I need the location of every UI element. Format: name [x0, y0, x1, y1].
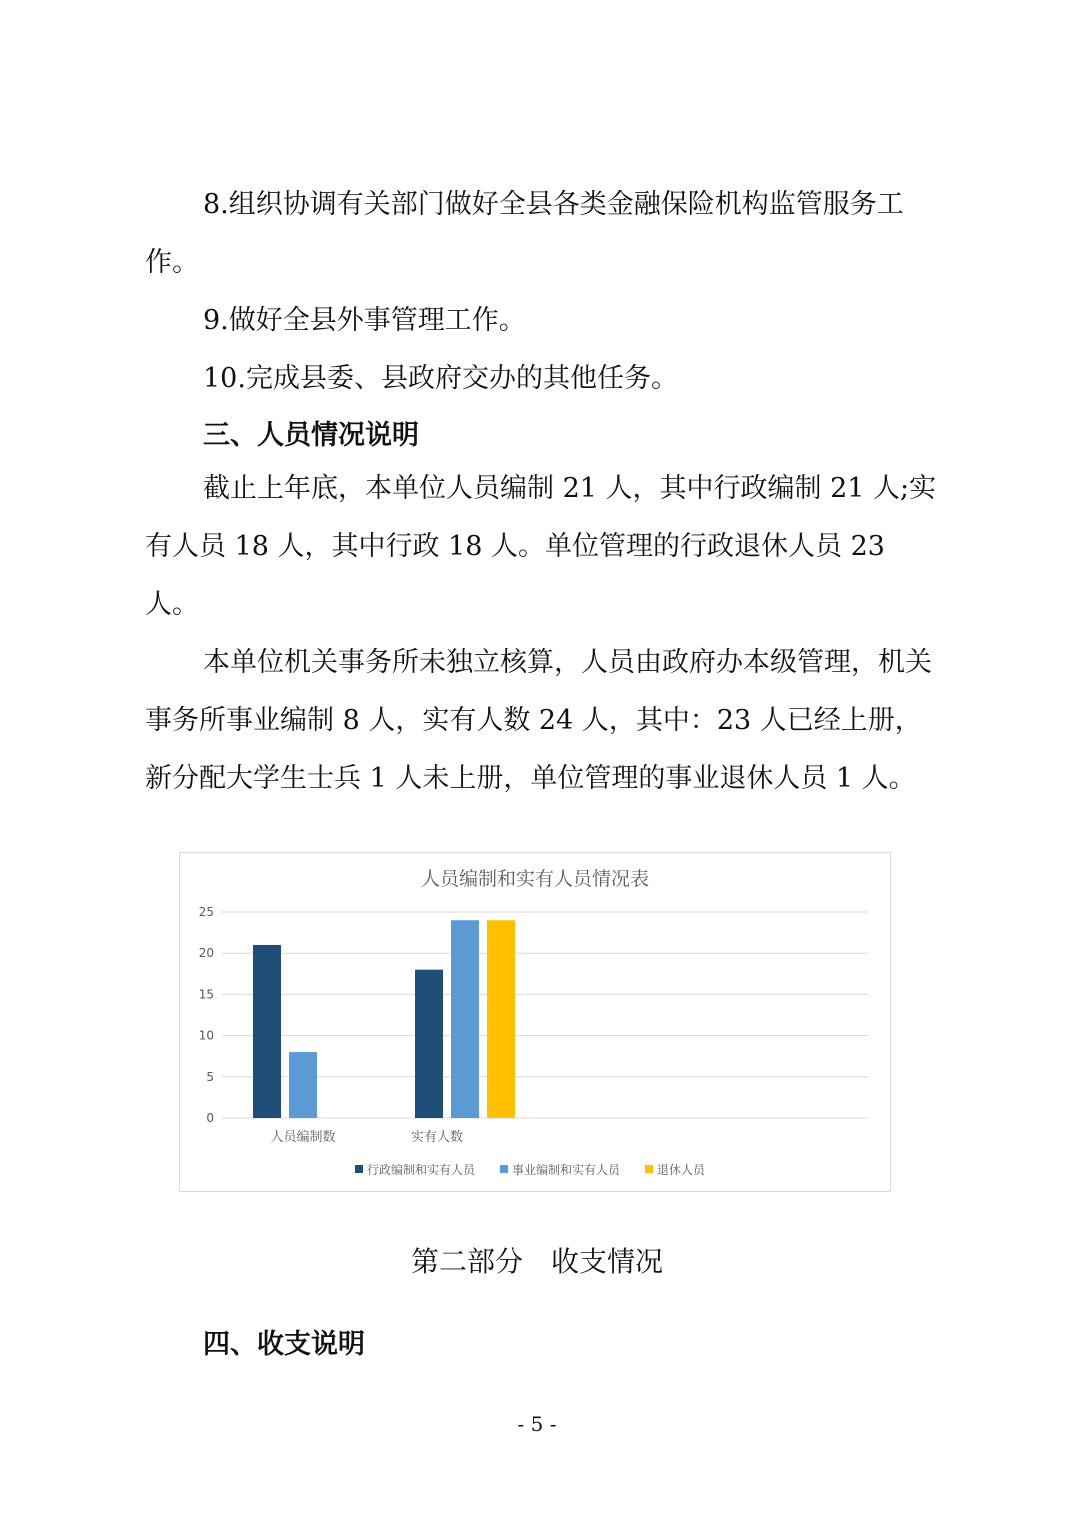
legend-swatch — [645, 1165, 653, 1173]
chart-title: 人员编制和实有人员情况表 — [420, 868, 650, 890]
legend-label: 退休人员 — [657, 1163, 706, 1177]
paragraph-item-8: 8.组织协调有关部门做好全县各类金融保险机构监管服务工作。 — [145, 189, 904, 278]
heading-staff: 三、人员情况说明 — [203, 420, 419, 451]
legend-label: 事业编制和实有人员 — [512, 1163, 621, 1177]
paragraph-staff-2: 本单位机关事务所未独立核算，人员由政府办本级管理，机关事务所事业编制 8 人，实有人数 24 人，其中：23 人已经上册，新分配大学生士兵 1 人未上册，单位管理的事业退休人员 1 人。 — [145, 647, 932, 794]
staff-chart — [179, 852, 891, 1192]
page-number: - 5 - — [517, 1412, 557, 1436]
y-tick-label: 5 — [206, 1069, 214, 1084]
section-title: 第二部分 收支情况 — [410, 1245, 663, 1278]
bar — [415, 970, 443, 1118]
y-tick-label: 20 — [198, 946, 214, 961]
y-tick-label: 0 — [206, 1111, 214, 1125]
paragraph-item-10: 10.完成县委、县政府交办的其他任务。 — [203, 363, 678, 394]
bar — [451, 920, 479, 1118]
bar — [487, 920, 515, 1118]
x-tick-label: 人员编制数 — [270, 1130, 336, 1145]
chart-svg — [180, 853, 890, 1191]
y-tick-label: 15 — [198, 987, 214, 1002]
bar — [253, 945, 281, 1118]
y-tick-label: 25 — [198, 905, 214, 919]
y-tick-label: 10 — [198, 1028, 214, 1043]
paragraph-item-9: 9.做好全县外事管理工作。 — [203, 305, 526, 336]
heading-income-expense: 四、收支说明 — [203, 1329, 365, 1360]
legend-swatch — [500, 1165, 508, 1173]
legend-label: 行政编制和实有人员 — [367, 1163, 476, 1177]
legend-swatch — [355, 1165, 363, 1173]
bar — [289, 1052, 317, 1118]
paragraph-staff-1: 截止上年底，本单位人员编制 21 人，其中行政编制 21 人;实有人员 18 人，其中行政 18 人。单位管理的行政退休人员 23 人。 — [145, 473, 937, 620]
x-tick-label: 实有人数 — [410, 1130, 464, 1145]
